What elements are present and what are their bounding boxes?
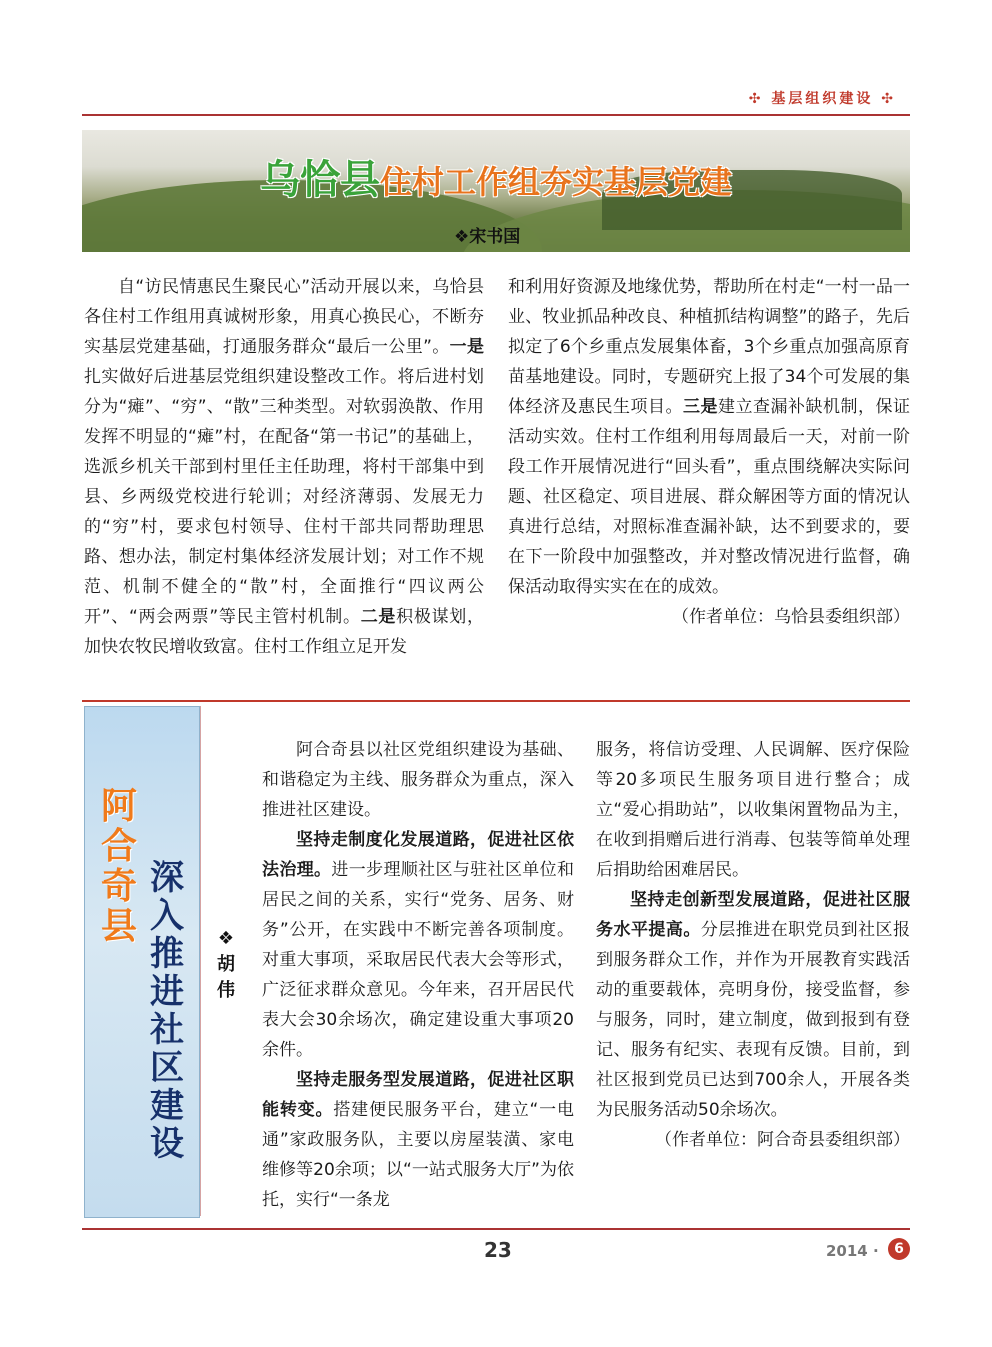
article2-paragraph: 服务，将信访受理、人民调解、医疗保险等20多项民生服务项目进行整合；成立“爱心捐助站”，以收集闲置物品为主，在收到捐赠后进行消毒、包装等简单处理后捐助给困难居民。 <box>596 740 910 880</box>
article1-affiliation: （作者单位：乌恰县委组织部） <box>672 607 910 627</box>
article1-title-county: 乌恰县 <box>259 157 380 203</box>
article2-paragraph: 阿合奇县以社区党组织建设为基础、和谐稳定为主线、服务群众为重点，深入推进社区建设。 <box>262 740 574 820</box>
header-rule <box>82 114 910 116</box>
article1-paragraph: 和利用好资源及地缘优势，帮助所在村走“一村一品一业、牧业抓品种改良、种植抓结构调整”的路子，先后拟定了6个乡重点发展集体畜，3个乡重点加强高原育苗基地建设。同时，专题研究上报了34个可发展的集体经济及惠民生项目。三是建立查漏补缺机制，保证活动实效。住村工作组利用每周最后一天，对前一阶段工作开展情况进行“回头看”，重点围绕解决实际问题、社区稳定、项目进展、群众解困等方面的情况认真进行总结，对照标准查漏补缺，达不到要求的，要在下一阶段中加强整改，并对整改情况进行监督，确保活动取得实实在在的成效。 <box>508 277 910 597</box>
article1-title-rest: 住村工作组夯实基层党建 <box>379 163 732 201</box>
issue-year: 2014 · <box>826 1242 879 1260</box>
article1-author: ❖宋书国 <box>454 227 521 247</box>
section-tag: ✣ 基层组织建设 ✣ <box>748 91 896 107</box>
article1-title <box>82 148 910 205</box>
article2-paragraph: 坚持走制度化发展道路，促进社区依法治理。进一步理顺社区与驻社区单位和居民之间的关系，实行“党务、居务、财务”公开，在实践中不断完善各项制度。对重大事项，采取居民代表大会等形式，广泛征求群众意见。今年来，召开居民代表大会30余场次，确定建设重大事项20余件。 <box>262 830 575 1060</box>
article2-author: ❖胡 伟 <box>217 928 235 1001</box>
article2-paragraph: 坚持走创新型发展道路，促进社区服务水平提高。分层推进在职党员到社区报到服务群众工作，并作为开展教育实践活动的重要载体，亮明身份，接受监督，参与服务，同时，建立制度，做到报到有登记、服务有纪实、表现有反馈。目前，到社区报到党员已达到700余人，开展各类为民服务活动50余场次。 <box>596 890 911 1120</box>
article2-affiliation: （作者单位：阿合奇县委组织部） <box>655 1130 910 1150</box>
article2-column-1 <box>262 735 574 1215</box>
article2-paragraph: 坚持走服务型发展道路，促进社区职能转变。搭建便民服务平台，建立“一电通”家政服务队，主要以房屋装潢、家电维修等20余项；以“一站式服务大厅”为依托，实行“一条龙 <box>262 1070 574 1210</box>
section-divider <box>82 700 910 702</box>
footer-rule <box>82 1228 910 1230</box>
article1-column-2 <box>508 272 910 632</box>
article2-title-sub: 深入推进社区建设 <box>150 858 184 1164</box>
banner <box>82 130 910 252</box>
article2-title-panel <box>84 706 200 1218</box>
article1-column-1 <box>84 272 484 662</box>
article2-column-2 <box>596 735 910 1155</box>
panel-divider-line <box>200 706 201 1216</box>
article1-paragraph: 自“访民情惠民生聚民心”活动开展以来，乌恰县各住村工作组用真诚树形象，用真心换民心，不断夯实基层党建基础，打通服务群众“最后一公里”。一是扎实做好后进基层党组织建设整改工作。将后进村划分为“瘫”、“穷”、“散”三种类型。对软弱涣散、作用发挥不明显的“瘫”村，在配备“第一书记”的基础上，选派乡机关干部到村里任主任助理，将村干部集中到县、乡两级党校进行轮训；对经济薄弱、发展无力的“穷”村，要求包村领导、住村干部共同帮助理思路、想办法，制定村集体经济发展计划；对工作不规范、机制不健全的“散”村，全面推行“四议两公开”、“两会两票”等民主管村机制。二是积极谋划，加快农牧民增收致富。住村工作组立足开发 <box>84 277 485 657</box>
article2-title-main: 阿合奇县 <box>100 786 137 947</box>
issue-number-badge: 6 <box>888 1238 910 1260</box>
page-number: 23 <box>484 1238 512 1262</box>
